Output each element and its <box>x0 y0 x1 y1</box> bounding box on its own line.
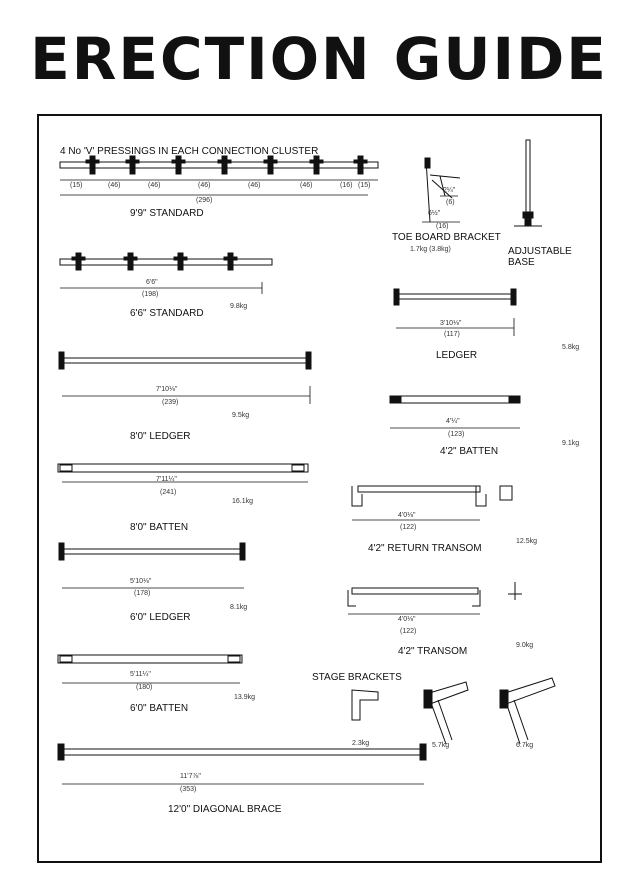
batten80-ft: 7'11¼" <box>156 476 177 483</box>
toe-dim-3: 6½" <box>428 210 441 217</box>
toe-dim-1: 2¼" <box>443 187 456 194</box>
return-cm: (122) <box>400 524 417 531</box>
transom-ft: 4'0⅛" <box>398 616 416 623</box>
batten60-label: 6'0" BATTEN <box>130 703 189 714</box>
toe-dim-2: (6) <box>446 199 455 206</box>
std66-ft: 6'6" <box>146 279 158 286</box>
batten42-wt: 9.1kg <box>562 440 580 447</box>
pressings-note: 4 No 'V' PRESSINGS IN EACH CONNECTION CLUSTER <box>60 146 319 157</box>
toe-weight: 1.7kg (3.8kg) <box>410 246 451 253</box>
std99-total: (296) <box>196 197 213 204</box>
std99-seg-6: (46) <box>300 182 313 189</box>
ledger60-cm: (178) <box>134 590 151 597</box>
standard-66-drawing <box>60 253 272 294</box>
ledger80-ft: 7'10⅛" <box>156 386 178 393</box>
ledger60-wt: 8.1kg <box>230 604 248 611</box>
brace-cm: (353) <box>180 786 197 793</box>
ledger-cm: (117) <box>444 331 460 338</box>
std99-seg-7: (16) <box>340 182 353 189</box>
batten42-cm: (123) <box>448 431 465 438</box>
std99-seg-8: (15) <box>358 182 371 189</box>
ledger80-cm: (239) <box>162 399 179 406</box>
ledger-ft: 3'10⅛" <box>440 320 462 327</box>
ledger-drawing <box>394 289 516 336</box>
return-transom-label: 4'2" RETURN TRANSOM <box>368 543 482 554</box>
std99-seg-5: (46) <box>248 182 261 189</box>
stage1-wt: 2.3kg <box>352 740 370 747</box>
std99-label: 9'9" STANDARD <box>130 208 204 219</box>
ledger80-wt: 9.5kg <box>232 412 250 419</box>
ledger-80-drawing <box>59 352 311 404</box>
return-ft: 4'0⅛" <box>398 512 416 519</box>
batten80-cm: (241) <box>160 489 177 496</box>
return-wt: 12.5kg <box>516 538 538 545</box>
stage3-wt: 6.7kg <box>516 742 534 749</box>
std99-seg-2: (46) <box>108 182 121 189</box>
batten-60-drawing <box>58 655 242 683</box>
ledger80-label: 8'0" LEDGER <box>130 431 191 442</box>
ledger-60-drawing <box>59 543 245 588</box>
stage-brackets-label: STAGE BRACKETS <box>312 672 402 683</box>
page-title: ERECTION GUIDE <box>30 25 608 93</box>
ledger60-label: 6'0" LEDGER <box>130 612 191 623</box>
stage-brackets-drawing <box>352 678 555 744</box>
brace-ft: 11'7⅞" <box>180 773 201 780</box>
toe-dim-4: (16) <box>436 223 449 230</box>
std99-seg-4: (46) <box>198 182 211 189</box>
adjustable-base-label: ADJUSTABLE BASE <box>508 246 572 268</box>
batten60-wt: 13.9kg <box>234 694 256 701</box>
std99-seg-1: (15) <box>70 182 83 189</box>
toe-board-label: TOE BOARD BRACKET <box>392 232 501 243</box>
ledger-wt: 5.8kg <box>562 344 580 351</box>
batten60-cm: (180) <box>136 684 153 691</box>
transom-wt: 9.0kg <box>516 642 534 649</box>
batten-80-drawing <box>58 464 308 482</box>
ledger60-ft: 5'10⅛" <box>130 578 152 585</box>
std66-cm: (198) <box>142 291 159 298</box>
batten42-ft: 4'¼" <box>446 418 460 425</box>
transom42-label: 4'2" TRANSOM <box>398 646 468 657</box>
return-transom-drawing <box>352 486 512 520</box>
std66-label: 6'6" STANDARD <box>130 308 204 319</box>
batten42-label: 4'2" BATTEN <box>440 446 499 457</box>
ledger-label: LEDGER <box>436 350 478 361</box>
adjustable-base-drawing <box>514 140 542 226</box>
batten60-ft: 5'11¼" <box>130 671 151 678</box>
transom-42-drawing <box>348 582 522 614</box>
diagonal-brace-drawing <box>58 744 426 784</box>
transom-cm: (122) <box>400 628 417 635</box>
standard-99-drawing <box>60 156 378 195</box>
batten80-wt: 16.1kg <box>232 498 254 505</box>
batten80-label: 8'0" BATTEN <box>130 522 189 533</box>
diagonal-brace-label: 12'0" DIAGONAL BRACE <box>168 804 282 815</box>
stage2-wt: 5.7kg <box>432 742 450 749</box>
std66-wt: 9.8kg <box>230 303 248 310</box>
std99-seg-3: (46) <box>148 182 161 189</box>
